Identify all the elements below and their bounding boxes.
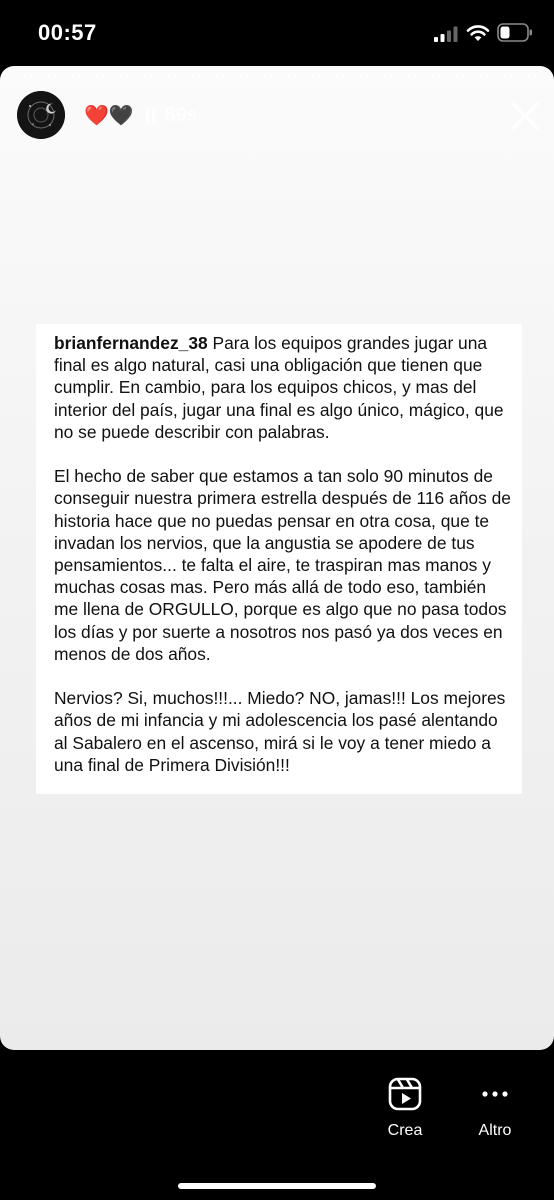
reels-icon — [387, 1076, 423, 1112]
bottom-bar — [0, 1050, 554, 1200]
story-meta — [84, 102, 197, 130]
avatar-image — [17, 91, 65, 139]
cellular-signal-icon — [434, 26, 458, 42]
caption-text: Para los equipos grandes jugar una final es algo natural, casi una obligación que tienen que cumplir. En cambio, para los equipos chicos, y mas del interior del país, jugar una final es algo único, mágico, que no se puede describir con palabras. — [54, 333, 504, 442]
reaction-emojis: ❤️🖤 — [84, 105, 134, 127]
pause-icon[interactable] — [146, 109, 155, 123]
story-viewer[interactable] — [0, 66, 554, 1050]
more-label: Altro — [478, 1122, 512, 1139]
status-time: 00:57 — [38, 20, 97, 45]
avatar[interactable] — [17, 91, 65, 139]
caption-paragraph — [54, 332, 512, 443]
story-age: 89s — [164, 105, 197, 126]
create-label: Crea — [387, 1122, 423, 1139]
create-button[interactable] — [365, 1076, 445, 1140]
status-bar — [0, 0, 554, 66]
more-button[interactable] — [455, 1076, 535, 1140]
battery-icon — [497, 23, 533, 42]
more-icon — [477, 1076, 513, 1112]
caption-paragraph: El hecho de saber que estamos a tan solo 90 minutos de conseguir nuestra primera estrella después de 116 años de historia hace que no puedas pensar en otra cosa, que te invadan los nervios, que la angustia se apodere de tus pensamientos... te falta el aire, te traspiran mas manos y muchas cosas mas. Pero más allá de todo eso, también me llena de ORGULLO, porque es algo que no pasa todos los días y por suerte a nosotros nos pasó ya dos veces en menos de dos años. — [54, 466, 511, 664]
home-indicator[interactable] — [178, 1183, 376, 1189]
caption-username[interactable]: brianfernandez_38 — [54, 333, 208, 353]
wifi-icon — [466, 22, 490, 42]
story-progress-bar — [10, 74, 544, 77]
caption-card — [36, 324, 522, 794]
caption-paragraph: Nervios? Si, muchos!!!... Miedo? NO, jamas!!! Los mejores años de mi infancia y mi adolescencia los pasé alentando al Sabalero en el ascenso, mirá si le voy a tener miedo a una final de Primera División!!! — [54, 688, 506, 775]
close-icon[interactable] — [509, 100, 541, 132]
